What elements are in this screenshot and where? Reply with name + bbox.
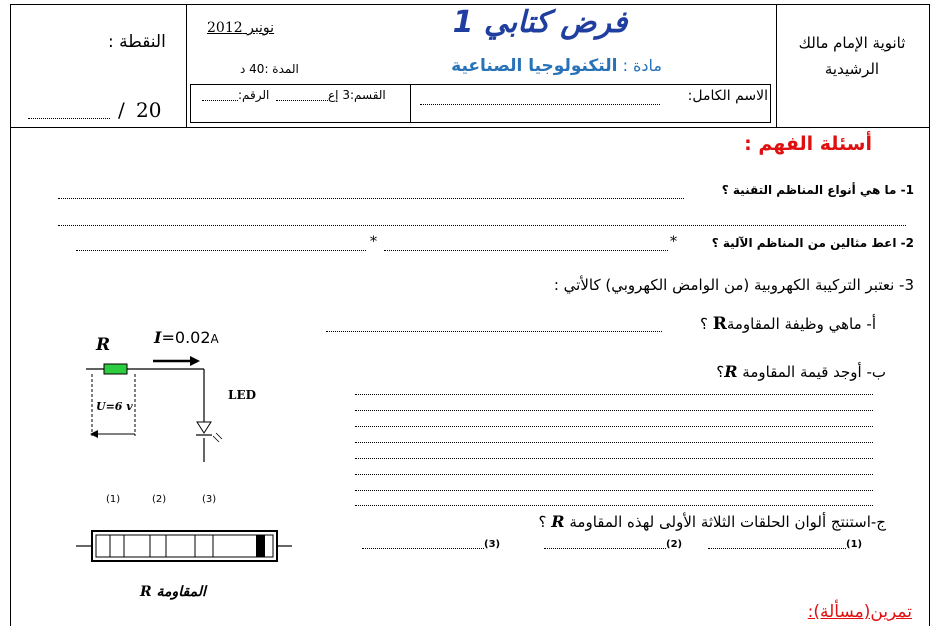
left-border xyxy=(10,4,11,626)
q3c-answer-3-label: (3) xyxy=(484,539,501,550)
grade-separator: / xyxy=(118,98,125,122)
question-3c-R: R xyxy=(551,512,565,531)
school-name-line2: الرشيدية xyxy=(824,60,880,78)
subject-line xyxy=(400,56,662,76)
question-3b xyxy=(716,362,886,381)
resistor-caption-text: المقاومة xyxy=(156,584,206,600)
resistor-caption xyxy=(140,584,206,600)
resistor-bands-diagram xyxy=(70,524,295,568)
subject-prefix: مادة : xyxy=(622,56,662,75)
led-ray-1 xyxy=(213,436,219,442)
grade-total: 20 xyxy=(136,98,162,122)
exam-date: نونبر 2012 xyxy=(207,20,275,36)
led-ray-2 xyxy=(216,433,222,439)
exam-duration: المدة :40 د xyxy=(240,62,299,76)
question-2 xyxy=(712,236,914,250)
q2-answer-line-1[interactable] xyxy=(384,250,668,251)
question-3c xyxy=(539,512,886,531)
grade-label: النقطة : xyxy=(108,32,166,52)
question-3b-text: ب- أوجد قيمة المقاومة xyxy=(742,363,886,381)
name-field[interactable] xyxy=(420,104,660,105)
question-3b-R: R xyxy=(724,362,738,381)
q3c-answer-1-label: (1) xyxy=(846,539,863,550)
circuit-voltage-label: U=6 v xyxy=(96,400,133,413)
led-symbol xyxy=(197,422,211,433)
circuit-current-unit: A xyxy=(210,332,219,346)
section-title: أسئلة الفهم : xyxy=(744,133,872,155)
question-1: 1- ما هي أنواع المناظم التقنية ؟ xyxy=(721,183,914,197)
question-2-text: 2- اعط مثالين من المناظم الآلية ؟ xyxy=(711,236,914,250)
number-field[interactable] xyxy=(202,100,238,101)
number-label: الرقم: xyxy=(238,88,270,102)
question-3c-text: ج-استنتج ألوان الحلقات الثلاثة الأولى لهذه المقاومة xyxy=(569,513,886,531)
question-3a-R: R xyxy=(712,314,727,334)
q3c-answer-3-line[interactable] xyxy=(362,548,484,549)
q3b-answer-line-6[interactable] xyxy=(355,474,873,475)
question-3a-text: أ- ماهي وظيفة المقاومة xyxy=(726,315,876,333)
band-label-3: (3) xyxy=(202,494,217,505)
current-arrow-head xyxy=(190,356,200,366)
circuit-current-symbol: I xyxy=(154,328,162,347)
q3b-answer-line-5[interactable] xyxy=(355,458,873,459)
question-3c-mark: ؟ xyxy=(538,513,547,531)
school-name-line1: ثانوية الإمام مالك xyxy=(798,34,906,52)
q3a-answer-line[interactable] xyxy=(326,331,662,332)
circuit-resistor xyxy=(104,364,127,374)
q3b-answer-line-4[interactable] xyxy=(355,442,873,443)
q3b-answer-line-7[interactable] xyxy=(355,490,873,491)
band-4 xyxy=(256,535,265,557)
q3c-answer-2-label: (2) xyxy=(666,539,683,550)
q2-bullet-2: * xyxy=(370,234,377,250)
resistor-caption-R: R xyxy=(140,584,152,600)
school-name xyxy=(782,30,922,82)
circuit-current-value: =0.02 xyxy=(161,328,211,347)
info-row-left xyxy=(190,84,191,123)
grade-score-field[interactable] xyxy=(28,118,110,119)
name-label: الاسم الكامل: xyxy=(687,88,768,104)
header-bottom-border xyxy=(10,127,930,128)
info-row-bottom xyxy=(190,122,770,123)
right-border xyxy=(929,4,930,626)
band-label-1: (1) xyxy=(106,494,121,505)
q3b-answer-line-8[interactable] xyxy=(355,505,873,506)
q1-answer-line-2[interactable] xyxy=(58,225,906,226)
q2-answer-line-2[interactable] xyxy=(76,250,366,251)
school-divider xyxy=(776,4,777,128)
q3c-answer-1-line[interactable] xyxy=(708,548,846,549)
exam-title: فرض كتابي 1 xyxy=(452,5,628,40)
q3b-answer-line-1[interactable] xyxy=(355,394,873,395)
q3b-answer-line-3[interactable] xyxy=(355,426,873,427)
voltage-arrow-head xyxy=(90,430,98,438)
info-row-divider xyxy=(410,84,411,123)
band-label-2: (2) xyxy=(152,494,167,505)
class-field[interactable] xyxy=(276,100,328,101)
circuit-r-label: R xyxy=(96,335,111,355)
q2-bullet-1: * xyxy=(670,234,677,250)
subject-name: التكنولوجيا الصناعية xyxy=(451,56,618,76)
exercise-title: تمرين(مسألة): xyxy=(807,602,912,622)
q1-answer-line-1[interactable] xyxy=(58,198,684,199)
class-label: القسم:3 إع xyxy=(328,88,386,102)
info-row-right xyxy=(770,84,771,123)
circuit-diagram xyxy=(78,340,238,470)
question-3a xyxy=(700,314,876,334)
question-3a-mark: ؟ xyxy=(699,315,708,333)
q3c-answer-2-line[interactable] xyxy=(544,548,666,549)
grade-divider xyxy=(186,4,187,128)
info-row-top xyxy=(190,84,770,85)
question-3b-mark: ؟ xyxy=(716,363,725,381)
question-3: 3- نعتبر التركيبة الكهروبية (من الوامض الكهروبي) كالأتي : xyxy=(553,276,914,294)
circuit-led-label: LED xyxy=(228,388,256,402)
q3b-answer-line-2[interactable] xyxy=(355,410,873,411)
